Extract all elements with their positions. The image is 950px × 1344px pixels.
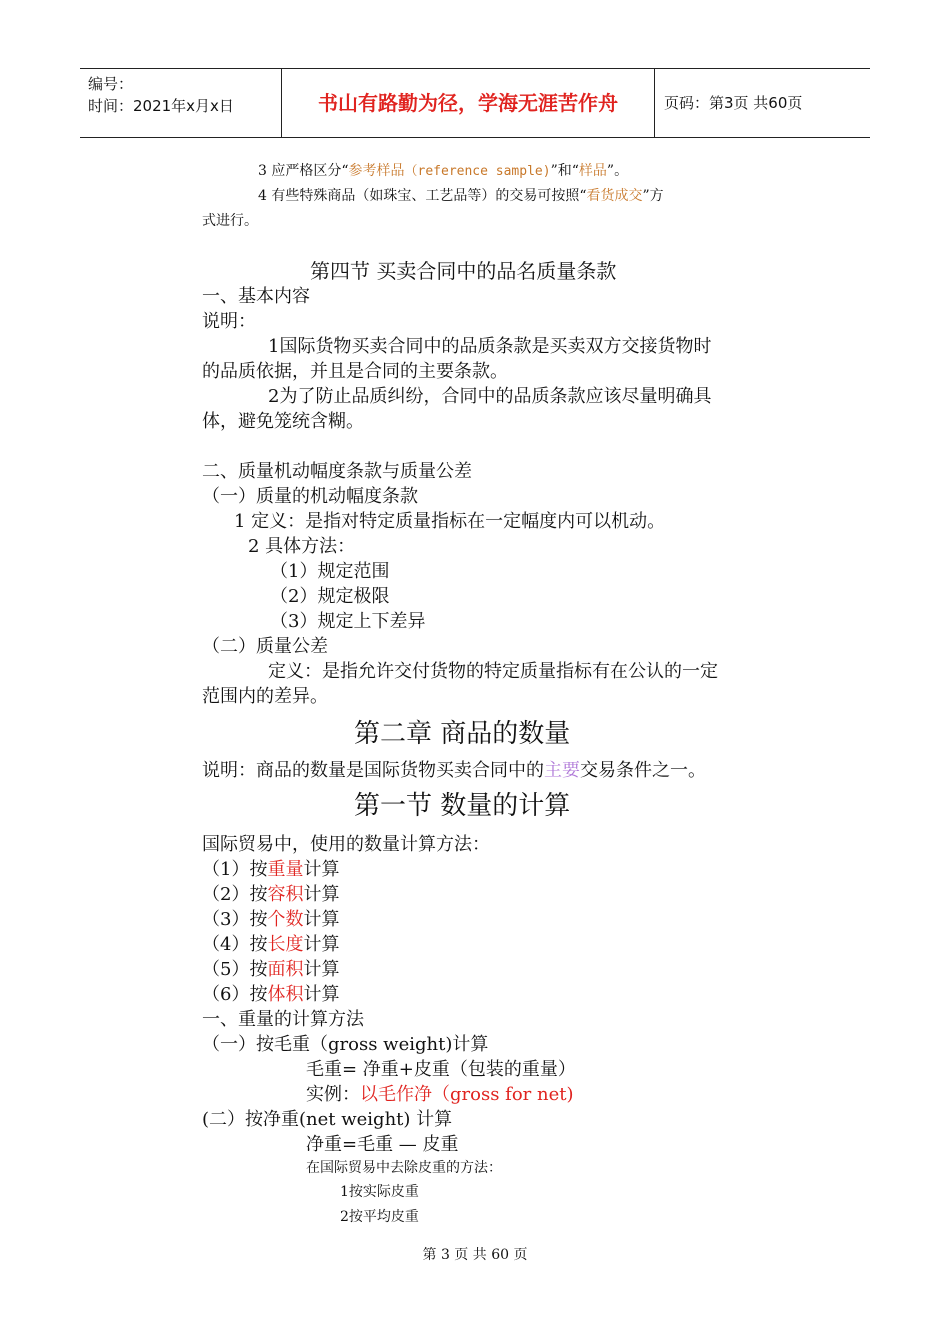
text: 计算	[303, 859, 340, 880]
text: ”方	[642, 188, 664, 204]
header-page-info: 页码：第3页 共60页	[664, 94, 803, 112]
paragraph: 1国际货物买卖合同中的品质条款是买卖双方交接货物时	[268, 336, 712, 357]
highlight-text: 容积	[267, 884, 304, 905]
paragraph: 体，避免笼统含糊。	[202, 411, 364, 432]
list-item: （2）规定极限	[270, 586, 390, 607]
text: （1）按	[202, 859, 268, 880]
heading: 二、质量机动幅度条款与质量公差	[202, 461, 472, 482]
highlight-text: 重量	[267, 859, 304, 880]
subheading: （一）按毛重（gross weight)计算	[202, 1034, 489, 1055]
highlight-text: 以毛作净（gross for net)	[360, 1084, 574, 1105]
note-label: 说明：	[202, 311, 256, 332]
subheading: (二）按净重(net weight) 计算	[202, 1109, 453, 1130]
text: 计算	[303, 909, 340, 930]
paragraph: 的品质依据，并且是合同的主要条款。	[202, 361, 508, 382]
highlight-text: 参考样品	[348, 163, 405, 179]
intro-line-4b: 式进行。	[202, 213, 258, 229]
page-footer: 第 3 页 共 60 页	[422, 1247, 528, 1263]
section-title: 第四节 买卖合同中的品名质量条款	[310, 259, 617, 283]
header-meta	[88, 73, 282, 117]
text: 计算	[303, 959, 340, 980]
section-title: 第一节 数量的计算	[354, 791, 571, 821]
page-header	[80, 68, 870, 138]
paragraph: 2为了防止品质纠纷，合同中的品质条款应该尽量明确具	[268, 386, 712, 407]
text: 3 应严格区分“	[258, 163, 349, 179]
text: 计算	[303, 934, 340, 955]
formula: 毛重= 净重+皮重（包装的重量）	[306, 1059, 576, 1080]
formula: 净重=毛重 — 皮重	[306, 1134, 459, 1155]
text: （4）按	[202, 934, 268, 955]
method-item	[202, 957, 339, 982]
paragraph: 在国际贸易中去除皮重的方法：	[306, 1160, 502, 1176]
intro-line-3	[258, 160, 628, 183]
text: 交易条件之一。	[580, 760, 706, 781]
method-item	[202, 857, 339, 882]
text: ”和“	[550, 163, 579, 179]
method-item	[202, 907, 339, 932]
text: （6）按	[202, 984, 268, 1005]
heading: 一、基本内容	[202, 286, 310, 307]
highlight-text: 样品	[578, 163, 607, 179]
highlight-text: 长度	[267, 934, 304, 955]
highlight-text: 个数	[267, 909, 304, 930]
intro-line-4	[258, 185, 664, 207]
method-item	[202, 982, 339, 1007]
list-label: 2 具体方法：	[248, 536, 356, 557]
highlight-text: 看货成交	[586, 188, 643, 204]
heading: 一、重量的计算方法	[202, 1009, 364, 1030]
definition: 范围内的差异。	[202, 686, 328, 707]
subheading: （二）质量公差	[202, 636, 328, 657]
text: （2）按	[202, 884, 268, 905]
method-item	[202, 932, 339, 957]
list-item: （1）规定范围	[270, 561, 390, 582]
chapter-title: 第二章 商品的数量	[354, 719, 571, 749]
text: 计算	[303, 884, 340, 905]
text: 计算	[303, 984, 340, 1005]
list-item: 2按平均皮重	[340, 1209, 419, 1225]
text: ”。	[606, 163, 629, 179]
text: 实例：	[306, 1084, 360, 1105]
paragraph: 国际贸易中，使用的数量计算方法：	[202, 834, 490, 855]
method-item	[202, 882, 339, 907]
header-motto: 书山有路勤为径，学海无涯苦作舟	[318, 91, 618, 115]
definition: 1 定义：是指对特定质量指标在一定幅度内可以机动。	[234, 511, 666, 532]
list-item: 1按实际皮重	[340, 1184, 419, 1200]
highlight-text: 体积	[267, 984, 304, 1005]
highlight-text: 面积	[267, 959, 304, 980]
text: 4 有些特殊商品（如珠宝、工艺品等）的交易可按照“	[258, 188, 587, 204]
definition: 定义：是指允许交付货物的特定质量指标有在公认的一定	[268, 661, 718, 682]
example	[306, 1082, 574, 1107]
subheading: （一）质量的机动幅度条款	[202, 486, 418, 507]
chapter-description	[202, 758, 706, 783]
text: 说明：商品的数量是国际货物买卖合同中的	[202, 760, 544, 781]
highlight-text: （reference sample)	[404, 164, 551, 179]
date-label: 时间：2021年x月x日	[88, 97, 234, 115]
highlight-text: 主要	[544, 760, 580, 781]
list-item: （3）规定上下差异	[270, 611, 426, 632]
serial-label: 编号：	[88, 75, 134, 93]
text: （5）按	[202, 959, 268, 980]
text: （3）按	[202, 909, 268, 930]
header-divider	[654, 69, 655, 137]
